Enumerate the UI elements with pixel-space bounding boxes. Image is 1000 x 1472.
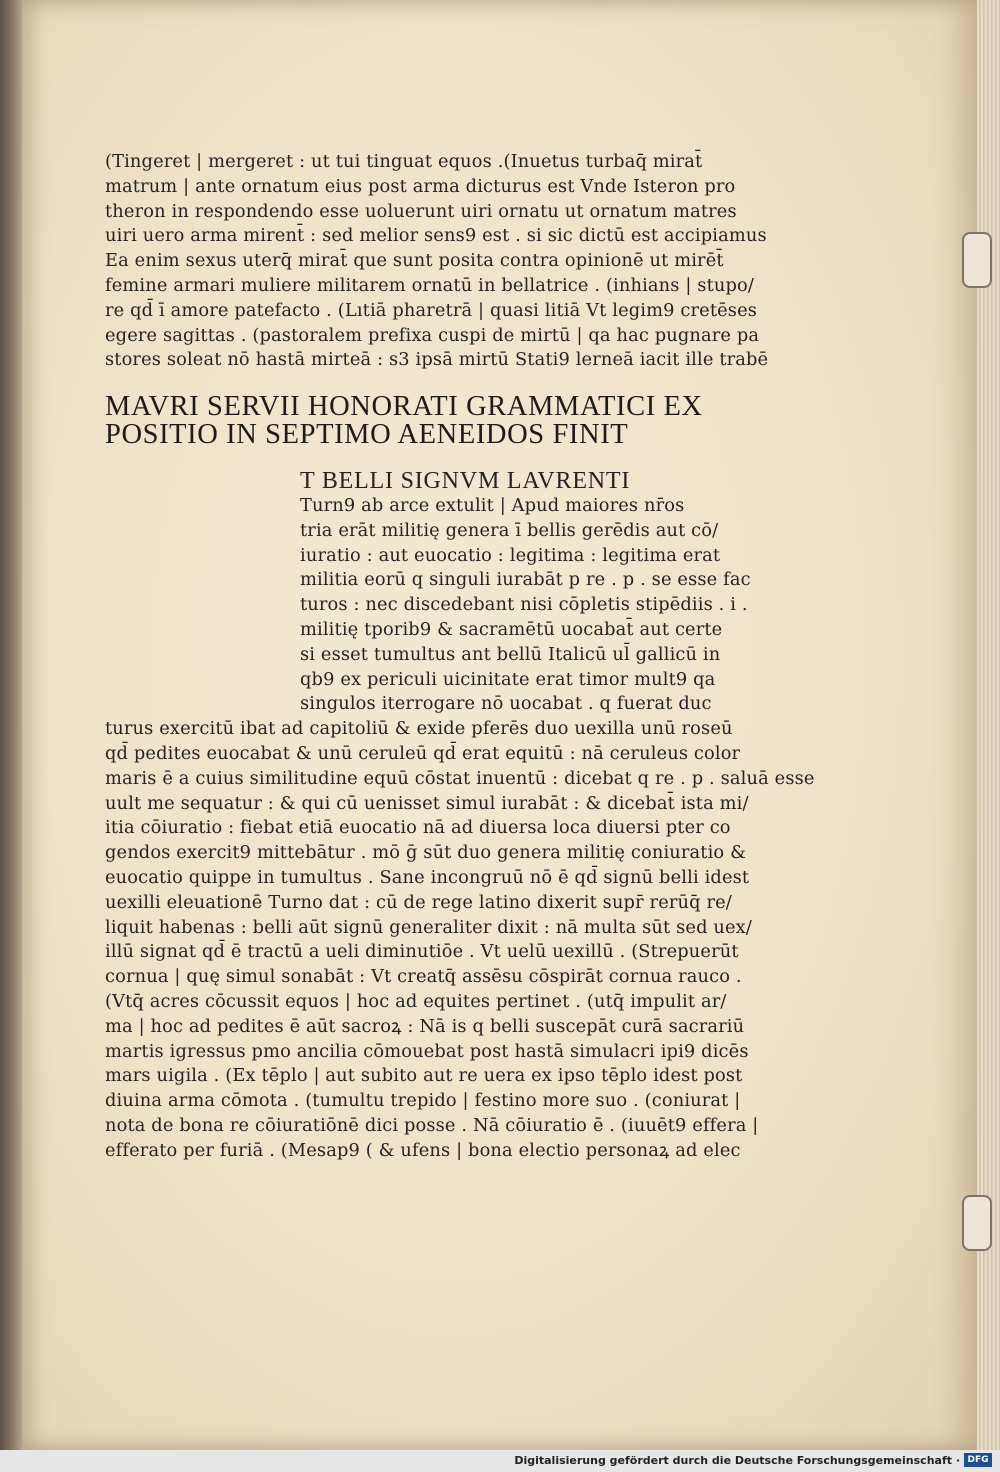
- section-heading-line-1: MAVRI SERVII HONORATI GRAMMATICI EX: [105, 391, 703, 423]
- funding-note: Digitalisierung gefördert durch die Deutsche Forschungsgemeinschaft ·: [514, 1454, 960, 1467]
- indented-line: tria erāt militię genera ī bellis gerēdis aut cō/: [300, 519, 719, 541]
- book-gutter: [0, 0, 22, 1450]
- body-line: uexilli eleuationē Turno dat : cū de rege latino dixerit supr̄ rerūq̄ re/: [105, 891, 732, 913]
- body-line: (Vtq̄ acres cōcussit equos | hoc ad equites pertinet . (utq̄ impulit ar/: [105, 990, 727, 1012]
- text-line: Ea enim sexus uterq̄ mirat̄ que sunt posita contra opinionē ut mirēt̄: [105, 250, 724, 272]
- spacer: [105, 449, 715, 469]
- indented-line: militia eorū q singuli iurabāt p re . p . se esse fac: [300, 569, 751, 591]
- body-line: martis igressus pmo ancilia cōmouebat post hastā simulacri ipi9 dicēs: [105, 1040, 749, 1062]
- text-line: egere sagittas . (pastoralem prefixa cuspi de mirtū | qa hac pugnare pa: [105, 324, 760, 346]
- indented-line: singulos iterrogare nō uocabat . q fuerat duc: [300, 693, 712, 715]
- body-line: gendos exercit9 mittebātur . mō ḡ sūt duo genera militię coniuratio &: [105, 842, 747, 864]
- body-line: efferato per furiā . (Mesap9 ( & ufens | bona electio personaꝝ ad elec: [105, 1139, 741, 1161]
- footer-bar: [0, 1450, 1000, 1472]
- text-line: (Tingeret | mergeret : ut tui tinguat equos .(Inuetus turbaq̄ mirat̄: [105, 151, 703, 172]
- text-line: matrum | ante ornatum eius post arma dicturus est Vnde Isteron pro: [105, 175, 736, 197]
- indented-line: iuratio : aut euocatio : legitima : legitima erat: [300, 544, 721, 566]
- text-line: re qd̄ ī amore patefacto . (Lıtiā pharetrā | quasi litiā Vt legim9 cretēses: [105, 299, 758, 321]
- text-line: femine armari muliere militarem ornatū in bellatrice . (inhians | stupo/: [105, 274, 755, 296]
- body-line: euocatio quippe in tumultus . Sane incongruū nō ē qd̄ signū belli idest: [105, 866, 750, 888]
- text-line: stores soleat nō hastā mirteā : s3 ipsā mirtū Stati9 lerneā iacit ille trabē: [105, 349, 769, 371]
- indented-line: Turn9 ab arce extulit | Apud maiores nr̄os: [300, 494, 685, 516]
- spacer: [105, 373, 715, 393]
- body-line: illū signat qd̄ ē tractū a ueli diminutiōe . Vt uelū uexillū . (Strepuerūt: [105, 941, 739, 963]
- indented-line: turos : nec discedebant nisi cōpletis stipēdiis . i .: [300, 594, 748, 616]
- text-line: uiri uero arma mirent̄ : sed melior sens9 est . si sic dictū est accipiamus: [105, 225, 767, 247]
- body-line: ma | hoc ad pedites ē aūt sacroꝝ : Nā is q belli suscepāt curā sacrariū: [105, 1015, 745, 1037]
- body-line: mars uigila . (Ex tēplo | aut subito aut re uera ex ipso tēplo idest post: [105, 1065, 743, 1087]
- manuscript-text: [105, 150, 815, 1163]
- clasp-tab-top: [962, 232, 992, 288]
- clasp-tab-bottom: [962, 1195, 992, 1251]
- indented-line: militię tporib9 & sacramētū uocabat̄ aut certe: [300, 618, 723, 640]
- body-line: liquit habenas : belli aūt signū generaliter dixit : nā multa sūt sed uex/: [105, 916, 752, 938]
- indented-line: qb9 ex periculi uicinitate erat timor mult9 qa: [300, 668, 716, 690]
- text-line: theron in respondendo esse uoluerunt uiri ornatu ut ornatum matres: [105, 200, 737, 222]
- dfg-logo: DFG: [964, 1453, 992, 1467]
- body-line: qd̄ pedites euocabat & unū ceruleū qd̄ erat equitū : nā ceruleus color: [105, 742, 741, 764]
- section-heading-line-2: POSITIO IN SEPTIMO AENEIDOS FINIT: [105, 419, 629, 451]
- section-start: T BELLI SIGNVM LAVRENTI: [300, 468, 631, 495]
- body-line: itia cōiuratio : fiebat etiā euocatio nā ad diuersa loca diuersi pter co: [105, 817, 731, 839]
- body-line: maris ē a cuius similitudine equū cōstat inuentū : dicebat q re . p . saluā esse: [105, 767, 815, 789]
- body-line: nota de bona re cōiuratiōnē dici posse . Nā cōiuratio ē . (iuuēt9 effera |: [105, 1114, 759, 1136]
- body-line: diuina arma cōmota . (tumultu trepido | festino more suo . (coniurat |: [105, 1090, 741, 1112]
- indented-line: si esset tumultus ant bellū Italicū ul̄ gallicū in: [300, 643, 721, 665]
- body-line: turus exercitū ibat ad capitoliū & exide pferēs duo uexilla unū roseū: [105, 718, 733, 740]
- body-line: cornua | quę simul sonabāt : Vt creatq̄ assēsu cōspirāt cornua rauco .: [105, 966, 742, 988]
- body-line: uult me sequatur : & qui cū uenisset simul iurabāt : & dicebat̄ ista mi/: [105, 792, 749, 814]
